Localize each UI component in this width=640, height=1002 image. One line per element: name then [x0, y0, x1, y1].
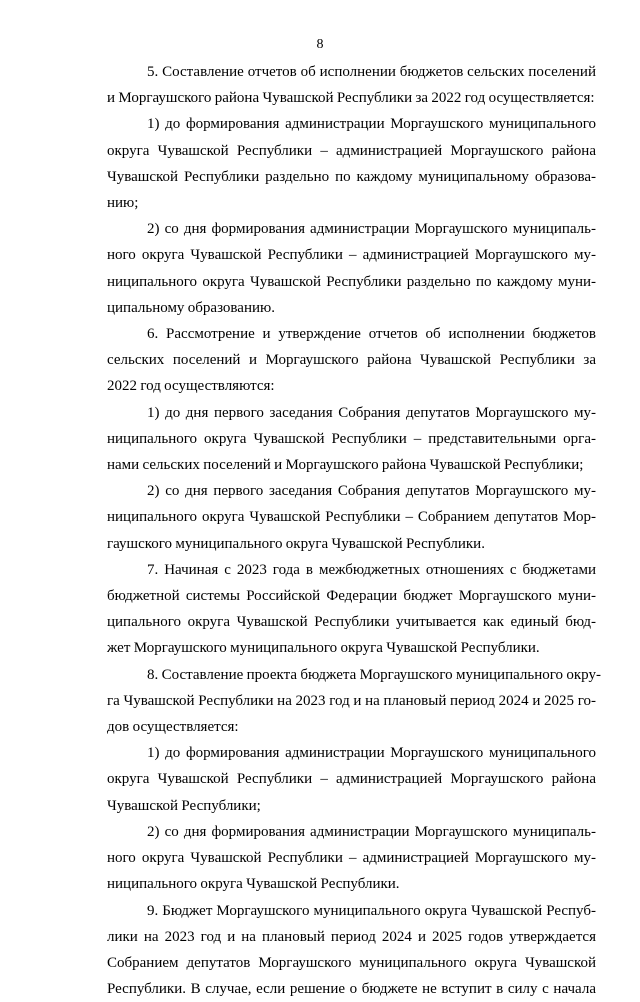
text-line: нами сельских поселений и Моргаушского района Чувашской Республики; [107, 452, 596, 478]
text-line: га Чувашской Республики на 2023 год и на плановый период 2024 и 2025 го- [107, 688, 596, 714]
text-line: 6. Рассмотрение и утверждение отчетов об исполнении бюджетов [107, 321, 596, 347]
paragraph [107, 59, 596, 111]
paragraph [107, 111, 596, 216]
document-body [107, 59, 596, 1002]
text-line: гаушского муниципального округа Чувашской Республики. [107, 531, 596, 557]
text-line: Республики. В случае, если решение о бюджете не вступит в силу с начала [107, 976, 596, 1002]
text-line: ципального округа Чувашской Республики учитывается как единый бюд- [107, 609, 596, 635]
text-line: сельских поселений и Моргаушского района Чувашской Республики за [107, 347, 596, 373]
page-number: 8 [0, 36, 640, 53]
paragraph [107, 478, 596, 557]
text-line: 1) до формирования администрации Моргаушского муниципального [107, 111, 596, 137]
paragraph [107, 819, 596, 898]
text-line: лики на 2023 год и на плановый период 2024 и 2025 годов утверждается [107, 924, 596, 950]
text-line: Чувашской Республики; [107, 793, 596, 819]
text-line: ниципального округа Чувашской Республики – представительными орга- [107, 426, 596, 452]
text-line: ного округа Чувашской Республики – администрацией Моргаушского му- [107, 242, 596, 268]
text-line: ниципального округа Чувашской Республики. [107, 871, 596, 897]
text-line: Собранием депутатов Моргаушского муниципального округа Чувашской [107, 950, 596, 976]
text-line: жет Моргаушского муниципального округа Чувашской Республики. [107, 635, 596, 661]
paragraph [107, 740, 596, 819]
text-line: ципальному образованию. [107, 295, 596, 321]
text-line: ниципального округа Чувашской Республики раздельно по каждому муни- [107, 269, 596, 295]
text-line: 9. Бюджет Моргаушского муниципального округа Чувашской Респуб- [107, 898, 596, 924]
text-line: 2) со дня формирования администрации Моргаушского муниципаль- [107, 819, 596, 845]
text-line: 8. Составление проекта бюджета Моргаушского муниципального окру- [107, 662, 596, 688]
text-line: Чувашской Республики раздельно по каждому муниципальному образова- [107, 164, 596, 190]
text-line: 2) со дня формирования администрации Моргаушского муниципаль- [107, 216, 596, 242]
paragraph [107, 321, 596, 400]
text-line: 5. Составление отчетов об исполнении бюджетов сельских поселений [107, 59, 596, 85]
text-line: бюджетной системы Российской Федерации бюджет Моргаушского муни- [107, 583, 596, 609]
text-line: округа Чувашской Республики – администрацией Моргаушского района [107, 138, 596, 164]
text-line: 2022 год осуществляются: [107, 373, 596, 399]
text-line: дов осуществляется: [107, 714, 596, 740]
paragraph [107, 557, 596, 662]
paragraph [107, 898, 596, 1002]
text-line: 7. Начиная с 2023 года в межбюджетных отношениях с бюджетами [107, 557, 596, 583]
text-line: 1) до дня первого заседания Собрания депутатов Моргаушского му- [107, 400, 596, 426]
text-line: 2) со дня первого заседания Собрания депутатов Моргаушского му- [107, 478, 596, 504]
text-line: нию; [107, 190, 596, 216]
paragraph [107, 400, 596, 479]
paragraph [107, 216, 596, 321]
paragraph [107, 662, 596, 741]
text-line: и Моргаушского района Чувашской Республики за 2022 год осуществляется: [107, 85, 596, 111]
text-line: ного округа Чувашской Республики – администрацией Моргаушского му- [107, 845, 596, 871]
text-line: ниципального округа Чувашской Республики – Собранием депутатов Мор- [107, 504, 596, 530]
text-line: округа Чувашской Республики – администрацией Моргаушского района [107, 766, 596, 792]
text-line: 1) до формирования администрации Моргаушского муниципального [107, 740, 596, 766]
